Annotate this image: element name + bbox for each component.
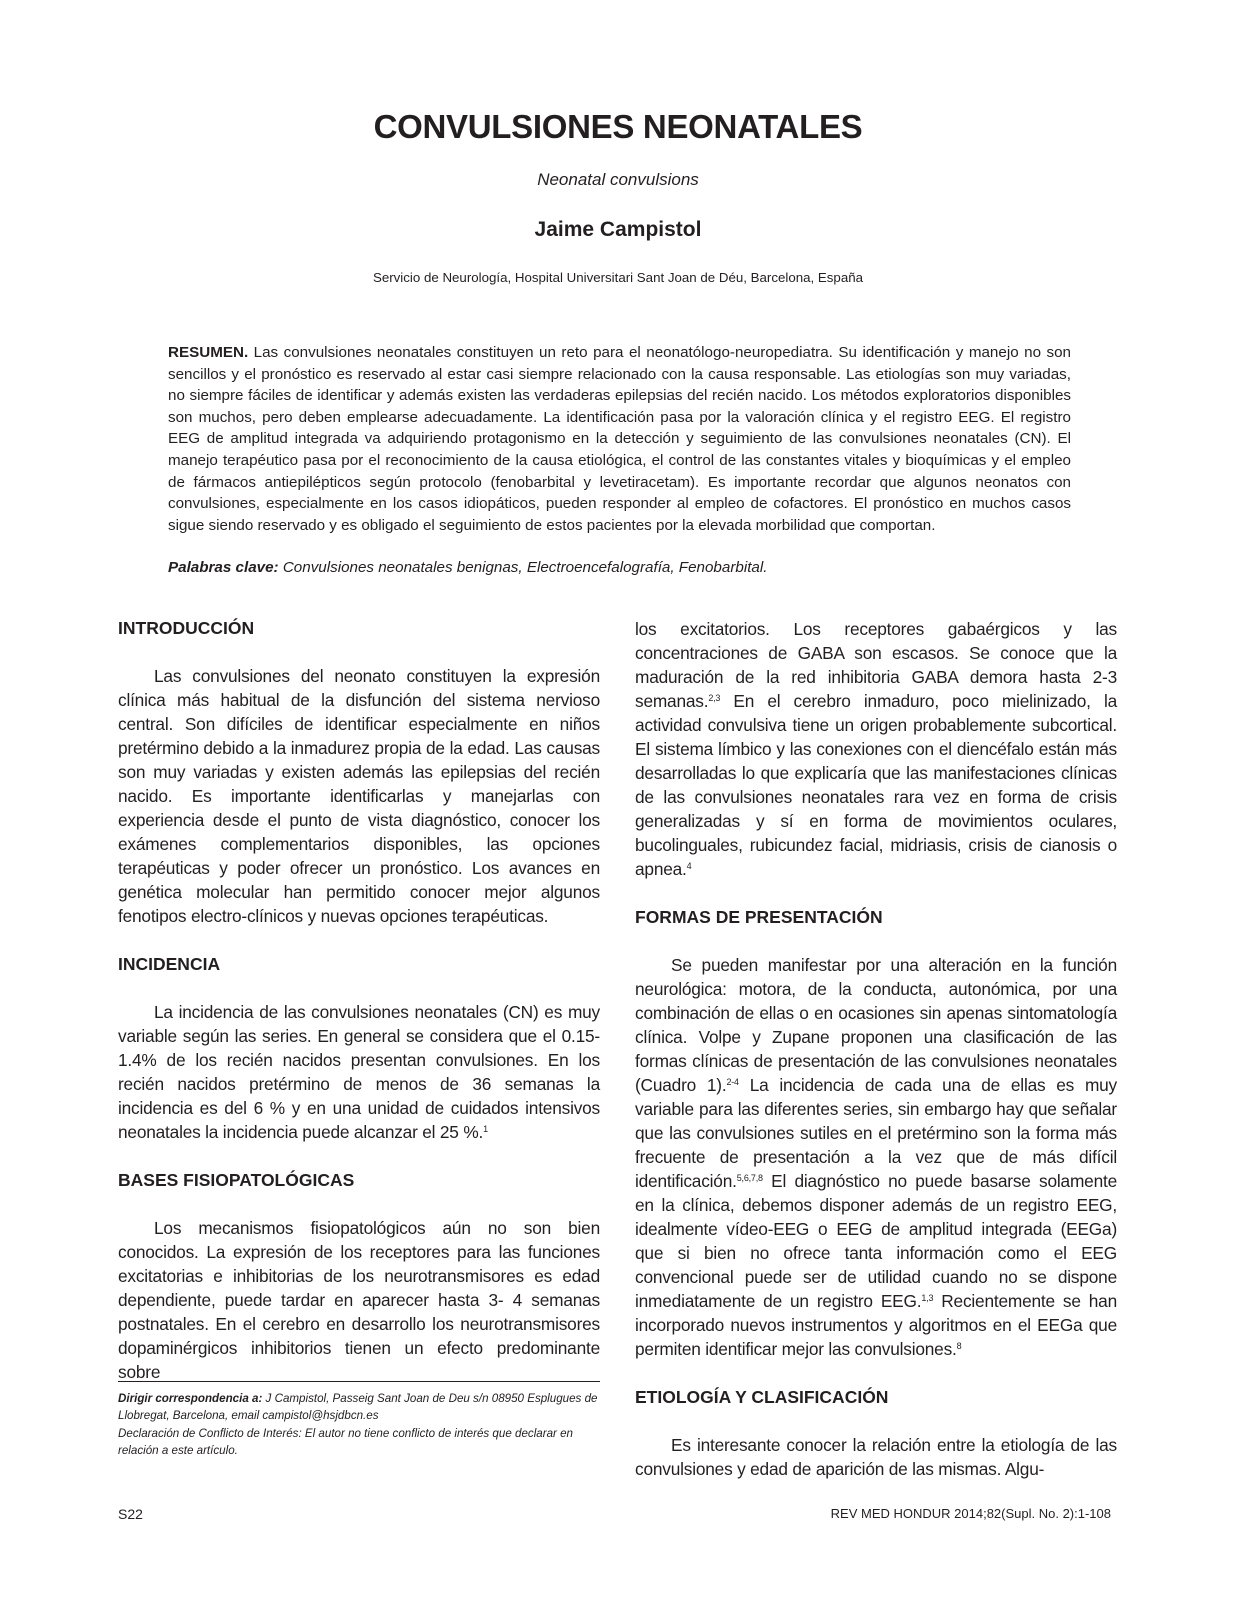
- footnote-correspondence-label: Dirigir correspondencia a:: [118, 1392, 263, 1405]
- left-column: [118, 616, 600, 1384]
- footnote: [118, 1390, 600, 1459]
- paragraph-text: los excitatorios. Los receptores gabaérgicos y las concentraciones de GABA son escasos. Se conoce que la maduración de la red inhibitoria GABA demora hasta 2-3 semanas.: [635, 619, 1117, 711]
- paragraph-etiologia: Es interesante conocer la relación entre la etiología de las convulsiones y edad de aparición de las mismas. Algu-: [635, 1435, 1117, 1479]
- author-name: Jaime Campistol: [534, 218, 702, 241]
- abstract-text: Las convulsiones neonatales constituyen un reto para el neonatólogo-neuropediatra. Su identificación y manejo no son sencillos y el pronóstico es reservado al estar casi siempre relacionado con la causa responsable. Las etiologías son muy variadas, no siempre fáciles de identificar y además existen las verdaderas epilepsias del recién nacido. Los métodos exploratorios disponibles son muchos, pero deben emplearse adecuadamente. La identificación pasa por la valoración clínica y el registro EEG. El registro EEG de amplitud integrada va adquiriendo protagonismo en la detección y seguimiento de las convulsiones neonatales (CN). El manejo terapéutico pasa por el reconocimiento de la causa etiológica, el control de las constantes vitales y bioquímicas y el empleo de fármacos antiepilépticos según protocolo (fenobarbital y levetiracetam). Es importante recordar que algunos neonatos con convulsiones, especialmente en los casos idiopáticos, pueden responder al empleo de cofactores. El pronóstico en muchos casos sigue siendo reservado y es obligado el seguimiento de estos pacientes por la elevada morbilidad que comportan.: [168, 344, 1071, 534]
- page-number: S22: [118, 1506, 143, 1522]
- paragraph-incidencia: [118, 1000, 600, 1144]
- section-heading-introduccion: INTRODUCCIÓN: [118, 618, 255, 638]
- section-heading-formas: FORMAS DE PRESENTACIÓN: [635, 907, 883, 927]
- section-heading-incidencia: INCIDENCIA: [118, 954, 221, 974]
- paragraph-text: Recientemente se han incorporado nuevos instrumentos y algoritmos en el EEGa que permiten identificar mejor las convulsiones.: [635, 1291, 1117, 1359]
- reference-marker: 2-4: [726, 1077, 739, 1087]
- paragraph-text: El diagnóstico no puede basarse solamente en la clínica, debemos disponer además de un registro EEG, idealmente vídeo-EEG o EEG de amplitud integrada (EEGa) que si bien no ofrece tanta información como el EEG convencional puede ser de utilidad cuando no se dispone inmediatamente de un registro EEG.: [635, 1171, 1117, 1311]
- reference-marker: 8: [956, 1341, 962, 1351]
- paragraph-text: En el cerebro inmaduro, poco mielinizado, la actividad convulsiva tiene un origen probablemente subcortical. El sistema límbico y las conexiones con el diencéfalo están más desarrolladas lo que explicaría que las manifestaciones clínicas de las convulsiones neonatales rara vez en forma de crisis generalizadas y sí en forma de movimientos oculares, bucolinguales, rubicundez facial, midriasis, crisis de cianosis o apnea.: [635, 691, 1117, 879]
- paragraph-introduccion: Las convulsiones del neonato constituyen la expresión clínica más habitual de la disfunción del sistema nervioso central. Son difíciles de identificar especialmente en niños pretérmino debido a la inmadurez propia de la edad. Las causas son muy variadas y existen además las epilepsias del recién nacido. Es importante identificarlas y manejarlas con experiencia desde el punto de vista diagnóstico, conocer los exámenes complementarios disponibles, las opciones terapéuticas y poder ofrecer un pronóstico. Los avances en genética molecular han permitido conocer mejor algunos fenotipos electro-clínicos y nuevas opciones terapéuticas.: [118, 666, 600, 926]
- footnote-correspondence-text: J Campistol, Passeig Sant Joan de Deu s/n 08950 Esplugues de Llobregat, Barcelona, email campistol@hsjdbcn.es: [118, 1392, 598, 1423]
- journal-citation: REV MED HONDUR 2014;82(Supl. No. 2):1-108: [830, 1506, 1111, 1521]
- section-heading-bases: BASES FISIOPATOLÓGICAS: [118, 1170, 355, 1190]
- paragraph-formas: [635, 953, 1117, 1361]
- keywords-label: Palabras clave:: [168, 559, 279, 576]
- reference-marker: 1: [483, 1124, 488, 1134]
- footnote-divider: [118, 1381, 600, 1382]
- keywords: [168, 557, 1071, 579]
- reference-marker: 4: [686, 861, 692, 871]
- footnote-correspondence: [118, 1390, 600, 1425]
- article-title: CONVULSIONES NEONATALES: [373, 108, 863, 145]
- paragraph-incidencia-text: La incidencia de las convulsiones neonatales (CN) es muy variable según las series. En general se considera que el 0.15-1.4% de los recién nacidos presentan convulsiones. En los recién nacidos pretérmino de menos de 36 semanas la incidencia es del 6 % y en una unidad de cuidados intensivos neonatales la incidencia puede alcanzar el 25 %.: [118, 1002, 600, 1142]
- paragraph-bases: Los mecanismos fisiopatológicos aún no son bien conocidos. La expresión de los receptores para las funciones excitatorias e inhibitorias de los neurotransmisores es edad dependiente, puede tardar en aparecer hasta 3- 4 semanas postnatales. En el cerebro en desarrollo los neurotransmisores dopaminérgicos inhibitorios tienen un efecto predominante sobre: [118, 1218, 600, 1382]
- reference-marker: 5,6,7,8: [736, 1173, 763, 1183]
- paragraph-bases-continued: [635, 617, 1117, 881]
- paragraph-text: La incidencia de cada una de ellas es muy variable para las diferentes series, sin embargo hay que señalar que las convulsiones sutiles en el pretérmino son la forma más frecuente de presentación a la vez que de más difícil identificación.: [635, 1075, 1117, 1191]
- section-heading-etiologia: ETIOLOGÍA Y CLASIFICACIÓN: [635, 1387, 889, 1407]
- right-column: [635, 617, 1117, 1481]
- author-affiliation: Servicio de Neurología, Hospital Universitari Sant Joan de Déu, Barcelona, España: [372, 270, 864, 285]
- abstract: [168, 342, 1071, 536]
- article-subtitle: Neonatal convulsions: [537, 170, 699, 189]
- abstract-label: RESUMEN.: [168, 344, 249, 361]
- reference-marker: 2,3: [708, 693, 721, 703]
- footnote-conflict: Declaración de Conflicto de Interés: El autor no tiene conflicto de interés que declarar en relación a este artículo.: [118, 1426, 573, 1457]
- reference-marker: 1,3: [921, 1293, 934, 1303]
- keywords-text: Convulsiones neonatales benignas, Electroencefalografía, Fenobarbital.: [278, 559, 768, 576]
- paragraph-text: Se pueden manifestar por una alteración en la función neurológica: motora, de la conducta, autonómica, por una combinación de ellas o en ocasiones sin apenas sintomatología clínica. Volpe y Zupane proponen una clasificación de las formas clínicas de presentación de las convulsiones neonatales (Cuadro 1).: [635, 955, 1117, 1095]
